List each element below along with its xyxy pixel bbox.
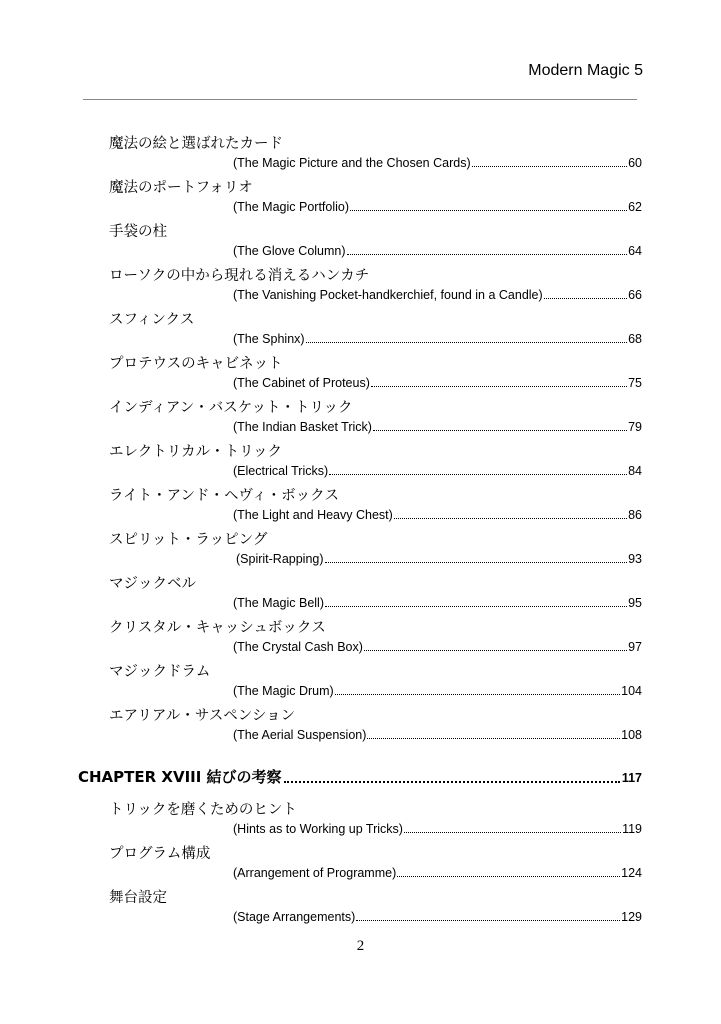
leader-dots	[364, 650, 627, 651]
toc-entry-line	[233, 244, 642, 258]
toc-entry-line	[233, 156, 642, 170]
toc-entry-page: 119	[622, 822, 642, 836]
toc-entry-english-title: (Electrical Tricks)	[233, 464, 329, 478]
toc-entry-line	[233, 684, 642, 698]
toc-entry-page: 93	[628, 552, 642, 566]
toc-entry-english-title: (Arrangement of Programme)	[233, 866, 397, 880]
chapter-title: CHAPTER XVIII 結びの考察	[78, 768, 282, 786]
toc-entry-english-title: (The Glove Column)	[233, 244, 346, 258]
toc-entry-page: 60	[628, 156, 642, 170]
leader-dots	[350, 210, 627, 211]
toc-entry-japanese-title: クリスタル・キャッシュボックス	[109, 620, 326, 636]
toc-entry-english-title: (The Magic Drum)	[233, 684, 334, 698]
leader-dots	[347, 254, 628, 255]
toc-entry-japanese-title: マジックベル	[109, 576, 196, 592]
toc-entry-page: 97	[628, 640, 642, 654]
leader-dots	[329, 474, 627, 475]
toc-entry-page: 86	[628, 508, 642, 522]
leader-dots	[472, 166, 627, 167]
toc-entry-english-title: (The Crystal Cash Box)	[233, 640, 363, 654]
toc-entry-line	[233, 728, 642, 742]
toc-entry-page: 129	[621, 910, 642, 924]
leader-dots	[356, 920, 620, 921]
toc-entry-english-title: (Stage Arrangements)	[233, 910, 356, 924]
toc-entry-page: 84	[628, 464, 642, 478]
toc-entry-japanese-title: 魔法のポートフォリオ	[109, 180, 253, 196]
toc-entry-japanese-title: 魔法の絵と選ばれたカード	[109, 136, 283, 152]
toc-entry-line	[233, 376, 642, 390]
toc-entry-japanese-title: エアリアル・サスペンション	[109, 708, 296, 724]
leader-dots	[284, 781, 620, 783]
toc-entry-japanese-title: インディアン・バスケット・トリック	[109, 400, 353, 416]
page-header-title: Modern Magic 5	[528, 62, 643, 79]
toc-entry-japanese-title: スピリット・ラッピング	[109, 532, 268, 548]
toc-entry-japanese-title: マジックドラム	[109, 664, 211, 680]
leader-dots	[335, 694, 620, 695]
chapter-line	[78, 766, 642, 787]
toc-entry-page: 62	[628, 200, 642, 214]
toc-entry-japanese-title: ライト・アンド・ヘヴィ・ボックス	[109, 488, 339, 504]
toc-entry-japanese-title: スフィンクス	[109, 312, 195, 328]
toc-entry-english-title: (The Magic Picture and the Chosen Cards)	[233, 156, 471, 170]
leader-dots	[325, 562, 628, 563]
toc-entry-page: 108	[621, 728, 642, 742]
page-number: 2	[356, 938, 365, 954]
toc-entry-english-title: (The Cabinet of Proteus)	[233, 376, 370, 390]
leader-dots	[394, 518, 627, 519]
leader-dots	[397, 876, 620, 877]
toc-entry-page: 68	[628, 332, 642, 346]
toc-entry-english-title: (The Vanishing Pocket-handkerchief, found in a Candle)	[233, 288, 543, 302]
toc-entry-japanese-title: 手袋の柱	[109, 224, 167, 240]
toc-entry-japanese-title: プロテウスのキャビネット	[109, 356, 283, 372]
toc-entry-english-title: (Hints as to Working up Tricks)	[233, 822, 403, 836]
chapter-page: 117	[621, 771, 642, 785]
toc-entry-english-title: (The Magic Bell)	[233, 596, 324, 610]
toc-entry-line	[233, 200, 642, 214]
toc-entry-line	[233, 910, 642, 924]
toc-entry-english-title: (The Magic Portfolio)	[233, 200, 350, 214]
toc-entry-line	[233, 508, 642, 522]
toc-entry-english-title: (The Sphinx)	[233, 332, 305, 346]
toc-entry-page: 75	[628, 376, 642, 390]
toc-entry-page: 79	[628, 420, 642, 434]
toc-entry-page: 104	[621, 684, 642, 698]
leader-dots	[544, 298, 627, 299]
toc-entry-page: 66	[628, 288, 642, 302]
toc-entry-page: 95	[628, 596, 642, 610]
toc-entry-line	[233, 420, 642, 434]
toc-entry-line	[233, 288, 642, 302]
toc-entry-japanese-title: ローソクの中から現れる消えるハンカチ	[109, 268, 370, 284]
leader-dots	[373, 430, 627, 431]
toc-entry-line	[233, 464, 642, 478]
toc-entry-line	[233, 866, 642, 880]
leader-dots	[371, 386, 627, 387]
toc-entry-page: 64	[628, 244, 642, 258]
leader-dots	[404, 832, 621, 833]
leader-dots	[325, 606, 627, 607]
toc-entry-japanese-title: エレクトリカル・トリック	[109, 444, 282, 460]
toc-entry-english-title: (The Indian Basket Trick)	[233, 420, 372, 434]
toc-entry-line	[233, 822, 642, 836]
toc-entry-english-title: (The Aerial Suspension)	[233, 728, 367, 742]
toc-entry-japanese-title: トリックを磨くためのヒント	[109, 802, 297, 818]
toc-entry-english-title: (The Light and Heavy Chest)	[233, 508, 393, 522]
toc-entry-page: 124	[621, 866, 642, 880]
toc-entry-line	[236, 552, 642, 566]
toc-entry-line	[233, 332, 642, 346]
leader-dots	[367, 738, 620, 739]
toc-entry-japanese-title: 舞台設定	[109, 890, 167, 906]
leader-dots	[306, 342, 628, 343]
toc-entry-japanese-title: プログラム構成	[109, 846, 211, 862]
header-rule	[83, 99, 637, 100]
toc-entry-line	[233, 640, 642, 654]
toc-entry-line	[233, 596, 642, 610]
toc-entry-english-title: (Spirit-Rapping)	[236, 552, 324, 566]
